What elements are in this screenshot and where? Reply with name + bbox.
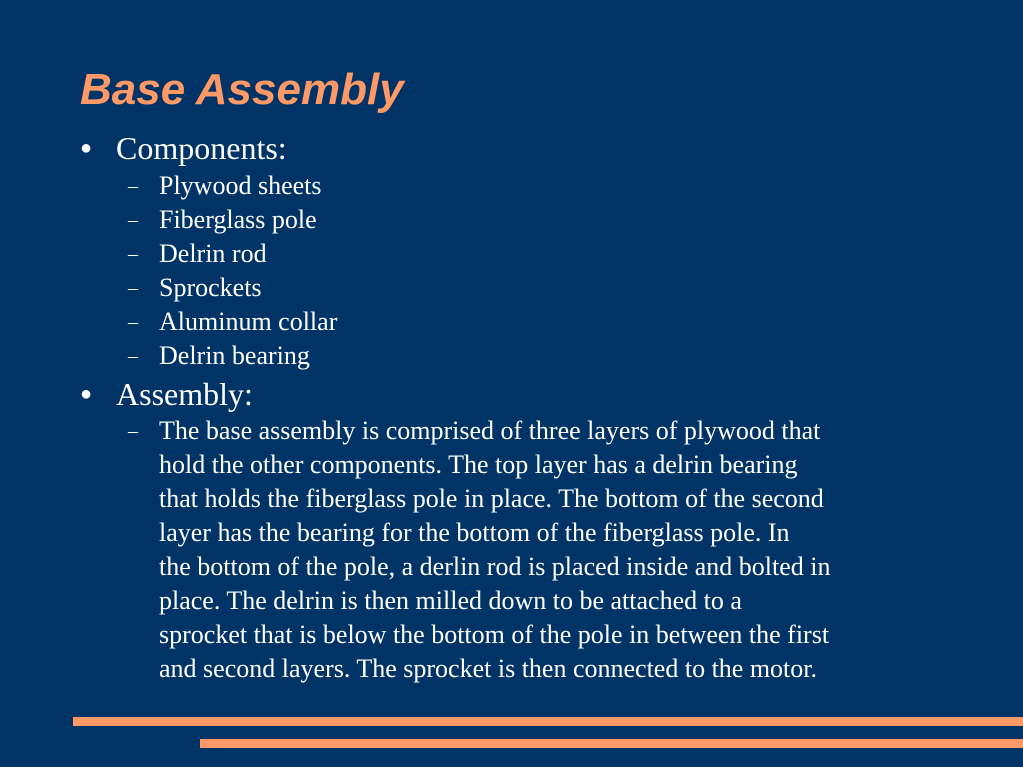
description-line: layer has the bearing for the bottom of the fiberglass pole. In bbox=[159, 518, 790, 547]
dash-icon: – bbox=[128, 243, 138, 265]
dash-icon: – bbox=[128, 277, 138, 299]
component-sprockets: Sprockets bbox=[159, 273, 262, 302]
list-item bbox=[125, 305, 965, 339]
slide-title: Base Assembly bbox=[80, 65, 404, 114]
list-item bbox=[125, 203, 965, 237]
description-line: sprocket that is below the bottom of the pole in between the first bbox=[159, 620, 830, 649]
dash-icon: – bbox=[128, 420, 138, 442]
bullet-icon: ● bbox=[80, 383, 93, 405]
description-line: and second layers. The sprocket is then connected to the motor. bbox=[159, 654, 817, 683]
assembly-heading: Assembly: bbox=[116, 376, 253, 412]
description-line: the bottom of the pole, a derlin rod is placed inside and bolted in bbox=[159, 552, 831, 581]
bullet-icon: ● bbox=[80, 137, 93, 159]
description-line: that holds the fiberglass pole in place. The bottom of the second bbox=[159, 484, 824, 513]
component-delrin-rod: Delrin rod bbox=[159, 239, 267, 268]
dash-icon: – bbox=[128, 209, 138, 231]
list-item bbox=[125, 271, 965, 305]
assembly-description-item bbox=[125, 414, 965, 686]
description-line: The base assembly is comprised of three layers of plywood that bbox=[159, 416, 821, 445]
component-plywood-sheets: Plywood sheets bbox=[159, 171, 322, 200]
list-item bbox=[125, 339, 965, 373]
description-line: place. The delrin is then milled down to be attached to a bbox=[159, 586, 742, 615]
component-delrin-bearing: Delrin bearing bbox=[159, 341, 310, 370]
description-line: hold the other components. The top layer has a delrin bearing bbox=[159, 450, 798, 479]
components-heading: Components: bbox=[116, 130, 287, 166]
dash-icon: – bbox=[128, 175, 138, 197]
component-fiberglass-pole: Fiberglass pole bbox=[159, 205, 317, 234]
dash-icon: – bbox=[128, 311, 138, 333]
assembly-description bbox=[159, 414, 963, 686]
dash-icon: – bbox=[128, 345, 138, 367]
decorative-rule-bottom bbox=[200, 739, 1023, 748]
component-aluminum-collar: Aluminum collar bbox=[159, 307, 338, 336]
list-item bbox=[125, 237, 965, 271]
list-item bbox=[125, 169, 965, 203]
decorative-rule-top bbox=[73, 717, 1023, 726]
